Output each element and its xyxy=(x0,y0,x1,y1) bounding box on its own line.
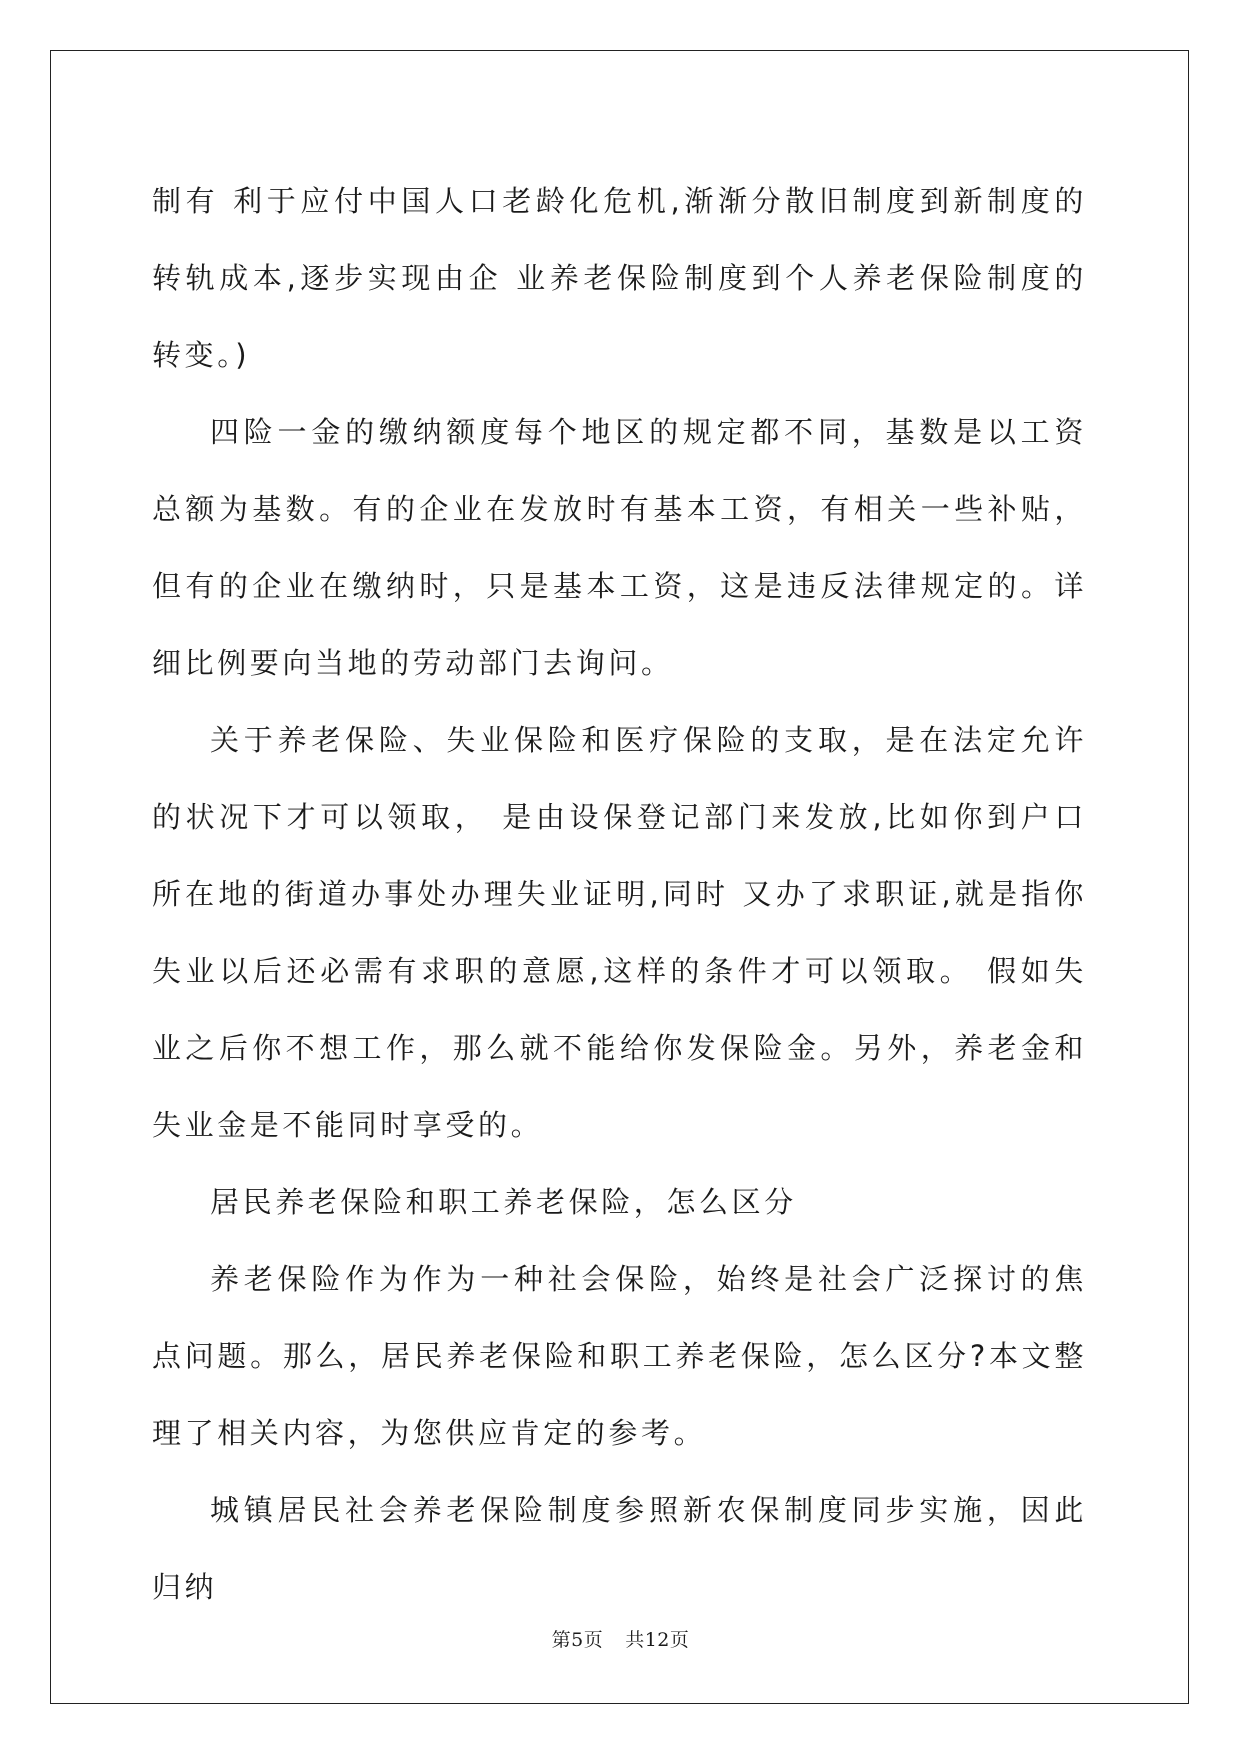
paragraph-3: 关于养老保险、失业保险和医疗保险的支取，是在法定允许的状况下才可以领取， 是由设保登记部门来发放,比如你到户口所在地的街道办事处办理失业证明,同时 又办了求职证,就是指你失业以后还必需有求职的意愿,这样的条件才可以领取。 假如失业之后你不想工作，那么就不能给你发保险金。另外，养老金和失业金是不能同时享受的。 xyxy=(152,723,1087,1142)
paragraph-4: 养老保险作为作为一种社会保险，始终是社会广泛探讨的焦点问题。那么，居民养老保险和职工养老保险，怎么区分?本文整理了相关内容，为您供应肯定的参考。 xyxy=(152,1262,1087,1450)
page-total: 共12页 xyxy=(625,1629,690,1651)
paragraph-1: 制有 利于应付中国人口老龄化危机,渐渐分散旧制度到新制度的转轨成本,逐步实现由企 业养老保险制度到个人养老保险制度的转变。) xyxy=(152,184,1087,372)
paragraph-2: 四险一金的缴纳额度每个地区的规定都不同，基数是以工资总额为基数。有的企业在发放时有基本工资，有相关一些补贴，但有的企业在缴纳时，只是基本工资，这是违反法律规定的。详细比例要向当地的劳动部门去询问。 xyxy=(152,415,1087,680)
section-heading: 居民养老保险和职工养老保险，怎么区分 xyxy=(210,1185,797,1219)
document-body xyxy=(152,163,1087,1626)
page-number: 第5页 xyxy=(551,1629,604,1651)
page-footer xyxy=(0,1625,1241,1652)
paragraph-5: 城镇居民社会养老保险制度参照新农保制度同步实施，因此归纳 xyxy=(152,1493,1087,1604)
